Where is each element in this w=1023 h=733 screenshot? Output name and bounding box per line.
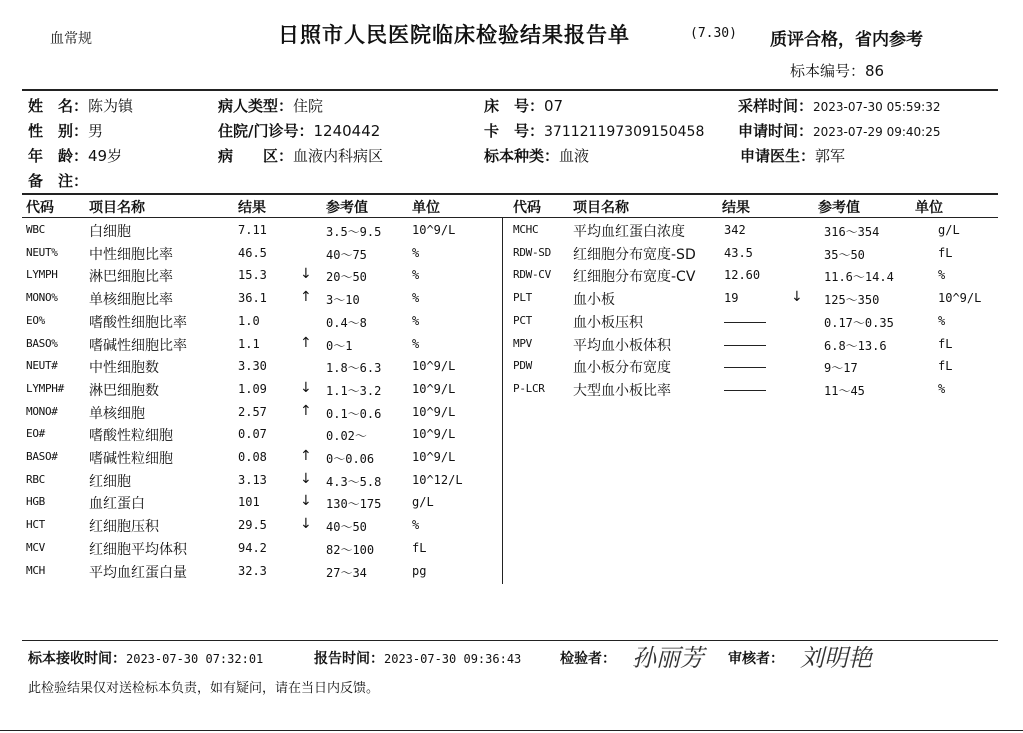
right-unit: % (938, 381, 946, 396)
ward: 病 区：血液内科病区 (218, 147, 384, 165)
left-name: 嗜酸性细胞比率 (89, 314, 187, 331)
sample-time: 采样时间：2023-07-30 05:59:32 (738, 97, 941, 115)
right-code: PDW (513, 359, 532, 373)
patient-type: 病人类型：住院 (218, 97, 324, 115)
left-result: 32.3 (238, 563, 267, 578)
left-result: 3.30 (238, 359, 267, 374)
report-title: 日照市人民医院临床检验结果报告单 (278, 23, 630, 47)
left-flag: ↓ (300, 379, 312, 396)
left-flag: ↓ (300, 470, 312, 487)
right-unit: g/L (938, 223, 960, 237)
left-unit: % (412, 245, 420, 260)
right-unit: % (938, 268, 946, 283)
right-empty-result (724, 345, 766, 346)
right-name: 红细胞分布宽度-CV (573, 269, 696, 286)
left-unit: g/L (412, 495, 434, 510)
left-name: 白细胞 (89, 224, 131, 240)
left-ref: 82～100 (326, 542, 375, 557)
left-unit: % (412, 336, 420, 351)
right-name: 血小板分布宽度 (573, 360, 671, 377)
left-unit: % (412, 291, 420, 306)
bed-number: 床 号：07 (484, 97, 564, 115)
right-ref: 9～17 (824, 361, 858, 376)
header-divider (22, 89, 998, 91)
table-header-divider (22, 217, 998, 218)
col-code-left: 代码 (26, 200, 54, 216)
right-code: RDW-SD (513, 245, 551, 259)
left-unit: % (412, 268, 420, 283)
left-name: 中性细胞比率 (89, 246, 173, 263)
right-ref: 35～50 (824, 247, 865, 262)
left-flag: ↓ (300, 266, 312, 283)
tester-signature: 孙丽芳 (632, 644, 704, 672)
left-ref: 0.02～ (326, 429, 367, 444)
left-result: 94.2 (238, 540, 267, 555)
left-unit: pg (412, 563, 427, 578)
disclaimer: 此检验结果仅对送检标本负责，如有疑问，请在当日内反馈。 (28, 681, 380, 696)
right-ref: 11～45 (824, 383, 865, 398)
right-empty-result (724, 390, 766, 391)
left-ref: 40～50 (326, 520, 367, 535)
col-ref-left: 参考值 (326, 200, 368, 216)
patient-name: 姓 名：陈为镇 (28, 97, 134, 115)
left-unit: 10^9/L (412, 381, 456, 396)
left-flag: ↑ (300, 448, 312, 464)
col-unit-left: 单位 (412, 200, 440, 216)
col-result-right: 结果 (722, 200, 750, 216)
left-result: 1.1 (238, 336, 260, 351)
sample-type: 标本种类：血液 (484, 147, 590, 165)
right-ref: 0.17～0.35 (824, 315, 894, 330)
right-name: 平均血红蛋白浓度 (573, 224, 685, 240)
bottom-border (0, 730, 1023, 731)
right-result: 43.5 (724, 245, 753, 260)
left-result: 29.5 (238, 518, 267, 533)
report-type: 血常规 (50, 31, 92, 47)
right-result: 19 (724, 291, 739, 306)
left-ref: 27～34 (326, 565, 367, 580)
left-result: 1.0 (238, 313, 260, 328)
left-name: 嗜碱性粒细胞 (89, 451, 173, 467)
left-name: 血红蛋白 (89, 496, 145, 513)
left-ref: 0～1 (326, 338, 353, 353)
right-ref: 125～350 (824, 293, 880, 308)
reviewer-signature: 刘明艳 (800, 644, 872, 672)
specimen-number (790, 60, 884, 81)
right-flag: ↓ (791, 289, 803, 306)
table-top-divider (22, 193, 998, 195)
left-result: 46.5 (238, 245, 267, 260)
col-name-right: 项目名称 (573, 200, 629, 216)
left-code: LYMPH (26, 268, 58, 282)
right-name: 血小板压积 (573, 314, 643, 331)
col-result-left: 结果 (238, 200, 266, 216)
inpatient-number: 住院/门诊号：1240442 (218, 122, 381, 140)
left-code: MONO% (26, 291, 58, 305)
left-name: 红细胞平均体积 (89, 541, 187, 558)
left-code: MONO# (26, 404, 58, 418)
left-result: 101 (238, 495, 260, 510)
left-code: NEUT% (26, 245, 58, 259)
left-name: 红细胞压积 (89, 519, 159, 536)
left-flag: ↑ (300, 334, 312, 351)
applying-doctor: 申请医生：郭军 (740, 147, 846, 165)
left-result: 36.1 (238, 291, 267, 306)
left-code: RBC (26, 472, 45, 486)
date-tag: (7.30) (690, 26, 737, 41)
left-unit: 10^12/L (412, 472, 463, 487)
left-ref: 0.1～0.6 (326, 406, 382, 421)
left-name: 嗜碱性细胞比率 (89, 337, 187, 354)
left-ref: 130～175 (326, 497, 382, 512)
left-code: HGB (26, 495, 45, 509)
left-ref: 0～0.06 (326, 452, 375, 466)
right-unit: fL (938, 336, 953, 351)
patient-sex: 性 别：男 (28, 122, 104, 140)
left-code: EO# (26, 427, 45, 441)
right-name: 红细胞分布宽度-SD (573, 246, 696, 263)
col-unit-right: 单位 (915, 200, 943, 216)
left-ref: 0.4～8 (326, 315, 367, 330)
left-result: 15.3 (238, 268, 267, 283)
left-code: EO% (26, 313, 45, 327)
report-time: 报告时间：2023-07-30 09:36:43 (314, 651, 522, 667)
left-unit: 10^9/L (412, 359, 456, 374)
left-code: WBC (26, 223, 45, 236)
left-unit: % (412, 518, 420, 533)
left-code: LYMPH# (26, 381, 64, 395)
right-code: MPV (513, 336, 532, 350)
right-name: 平均血小板体积 (573, 337, 671, 354)
right-result: 12.60 (724, 268, 761, 283)
left-ref: 3.5～9.5 (326, 225, 382, 239)
left-result: 1.09 (238, 381, 267, 396)
right-ref: 11.6～14.4 (824, 270, 894, 285)
right-unit: % (938, 313, 946, 328)
right-code: P-LCR (513, 381, 545, 395)
left-name: 单核细胞比率 (89, 292, 173, 309)
col-code-right: 代码 (513, 200, 541, 216)
left-ref: 1.1～3.2 (326, 383, 382, 398)
left-code: BASO% (26, 336, 58, 350)
left-code: HCT (26, 518, 45, 532)
left-name: 红细胞 (89, 473, 131, 490)
column-divider (502, 218, 503, 584)
right-unit: fL (938, 359, 953, 374)
col-ref-right: 参考值 (818, 200, 860, 216)
right-empty-result (724, 322, 766, 323)
left-flag: ↓ (300, 516, 312, 533)
left-ref: 20～50 (326, 270, 367, 285)
right-unit: fL (938, 245, 953, 260)
left-ref: 3～10 (326, 293, 360, 308)
specimen-value: 86 (865, 62, 885, 80)
left-name: 平均血红蛋白量 (89, 564, 187, 581)
card-number: 卡 号：371121197309150458 (484, 122, 705, 140)
left-name: 单核细胞 (89, 405, 145, 422)
right-unit: 10^9/L (938, 291, 982, 306)
note: 备 注： (28, 172, 89, 190)
left-unit: fL (412, 540, 427, 555)
right-ref: 316～354 (824, 225, 880, 239)
left-name: 淋巴细胞数 (89, 382, 159, 399)
quality-note: 质评合格，省内参考 (770, 30, 923, 50)
left-result: 3.13 (238, 472, 267, 487)
left-ref: 1.8～6.3 (326, 361, 382, 376)
left-unit: 10^9/L (412, 427, 456, 442)
left-code: MCH (26, 563, 45, 577)
left-result: 0.08 (238, 450, 267, 464)
left-flag: ↑ (300, 402, 312, 419)
left-name: 淋巴细胞比率 (89, 269, 173, 286)
col-name-left: 项目名称 (89, 200, 145, 216)
left-unit: 10^9/L (412, 223, 456, 237)
left-ref: 4.3～5.8 (326, 474, 382, 489)
left-unit: 10^9/L (412, 404, 456, 419)
left-code: MCV (26, 540, 45, 554)
right-code: MCHC (513, 223, 539, 236)
right-name: 大型血小板比率 (573, 382, 671, 399)
right-code: PLT (513, 291, 532, 305)
patient-age: 年 龄：49岁 (28, 147, 123, 165)
left-unit: % (412, 313, 420, 328)
left-result: 7.11 (238, 223, 267, 237)
left-flag: ↑ (300, 289, 312, 306)
left-name: 中性细胞数 (89, 360, 159, 377)
left-flag: ↓ (300, 493, 312, 510)
left-name: 嗜酸性粒细胞 (89, 428, 173, 445)
right-result: 342 (724, 223, 746, 237)
reviewer: 审核者： (728, 651, 784, 667)
specimen-label: 标本编号： (790, 62, 866, 80)
left-result: 2.57 (238, 404, 267, 419)
right-empty-result (724, 367, 766, 368)
left-result: 0.07 (238, 427, 267, 442)
left-ref: 40～75 (326, 247, 367, 262)
tester: 检验者： (560, 651, 616, 667)
right-name: 血小板 (573, 292, 615, 309)
left-code: NEUT# (26, 359, 58, 373)
right-code: PCT (513, 313, 532, 327)
right-code: RDW-CV (513, 268, 551, 282)
receive-time: 标本接收时间：2023-07-30 07:32:01 (28, 651, 264, 667)
left-unit: 10^9/L (412, 450, 456, 464)
left-code: BASO# (26, 450, 58, 463)
apply-time: 申请时间：2023-07-29 09:40:25 (738, 122, 941, 140)
right-ref: 6.8～13.6 (824, 338, 887, 353)
